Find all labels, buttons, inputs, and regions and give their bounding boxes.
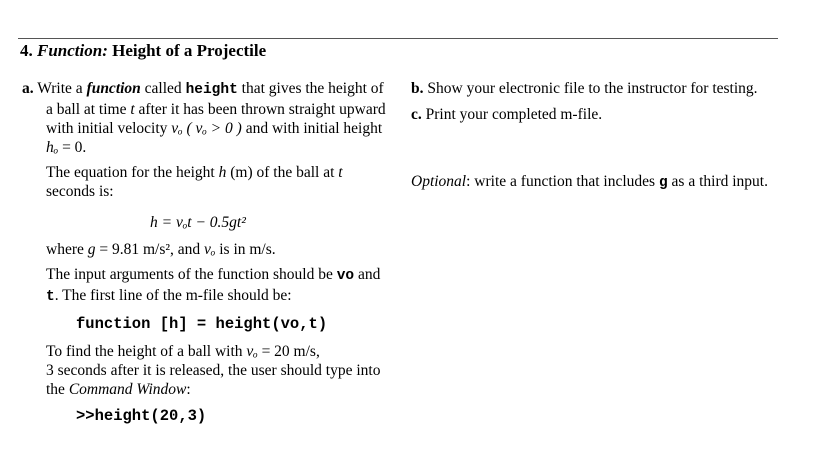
function-name: height: [185, 82, 238, 98]
where-clause: where g = 9.81 m/s², and vₒ is in m/s.: [46, 241, 276, 258]
part-c-label: c.: [411, 106, 422, 123]
optional-label: Optional: [411, 173, 467, 190]
problem-title: Height of a Projectile: [112, 41, 267, 60]
part-b-label: b.: [411, 80, 424, 97]
function-definition-code: function [h] = height(vo,t): [76, 315, 328, 333]
problem-keyword: Function:: [37, 41, 108, 60]
part-a-label: a.: [22, 80, 34, 97]
part-a-paragraph: a. Write a function called height that gives the height of a ball at time t after it has been thrown straight upward with initial velocity vₒ ( vₒ > 0 ) and with initial height hₒ = 0.: [22, 80, 386, 156]
top-divider: [18, 38, 778, 39]
optional-paragraph: Optional: write a function that includes g as a third input.: [411, 173, 768, 191]
usage-paragraph: To find the height of a ball with vₒ = 20 m/s, 3 seconds after it is released, the user should type into the Command Window:: [46, 343, 381, 398]
left-column: [22, 79, 392, 426]
height-equation: h = vₒt − 0.5gt²: [150, 214, 246, 231]
function-call-code: >>height(20,3): [76, 407, 207, 425]
v0-condition: vₒ ( vₒ > 0 ): [171, 120, 242, 137]
part-c-paragraph: c. Print your completed m-file.: [411, 106, 603, 123]
problem-number: 4.: [20, 41, 33, 60]
command-window-term: Command Window: [68, 381, 187, 398]
function-word: function: [86, 80, 141, 97]
right-column: [411, 79, 771, 193]
input-args-paragraph: The input arguments of the function should be vo and t. The first line of the m-file should be:: [46, 266, 381, 305]
optional-g: g: [658, 175, 668, 191]
arg-t: t: [46, 289, 55, 305]
arg-vo: vo: [336, 268, 355, 284]
problem-heading: [20, 41, 266, 61]
part-b-paragraph: b. Show your electronic file to the instructor for testing.: [411, 80, 758, 97]
equation-intro: The equation for the height h (m) of the ball at t seconds is:: [46, 164, 343, 200]
